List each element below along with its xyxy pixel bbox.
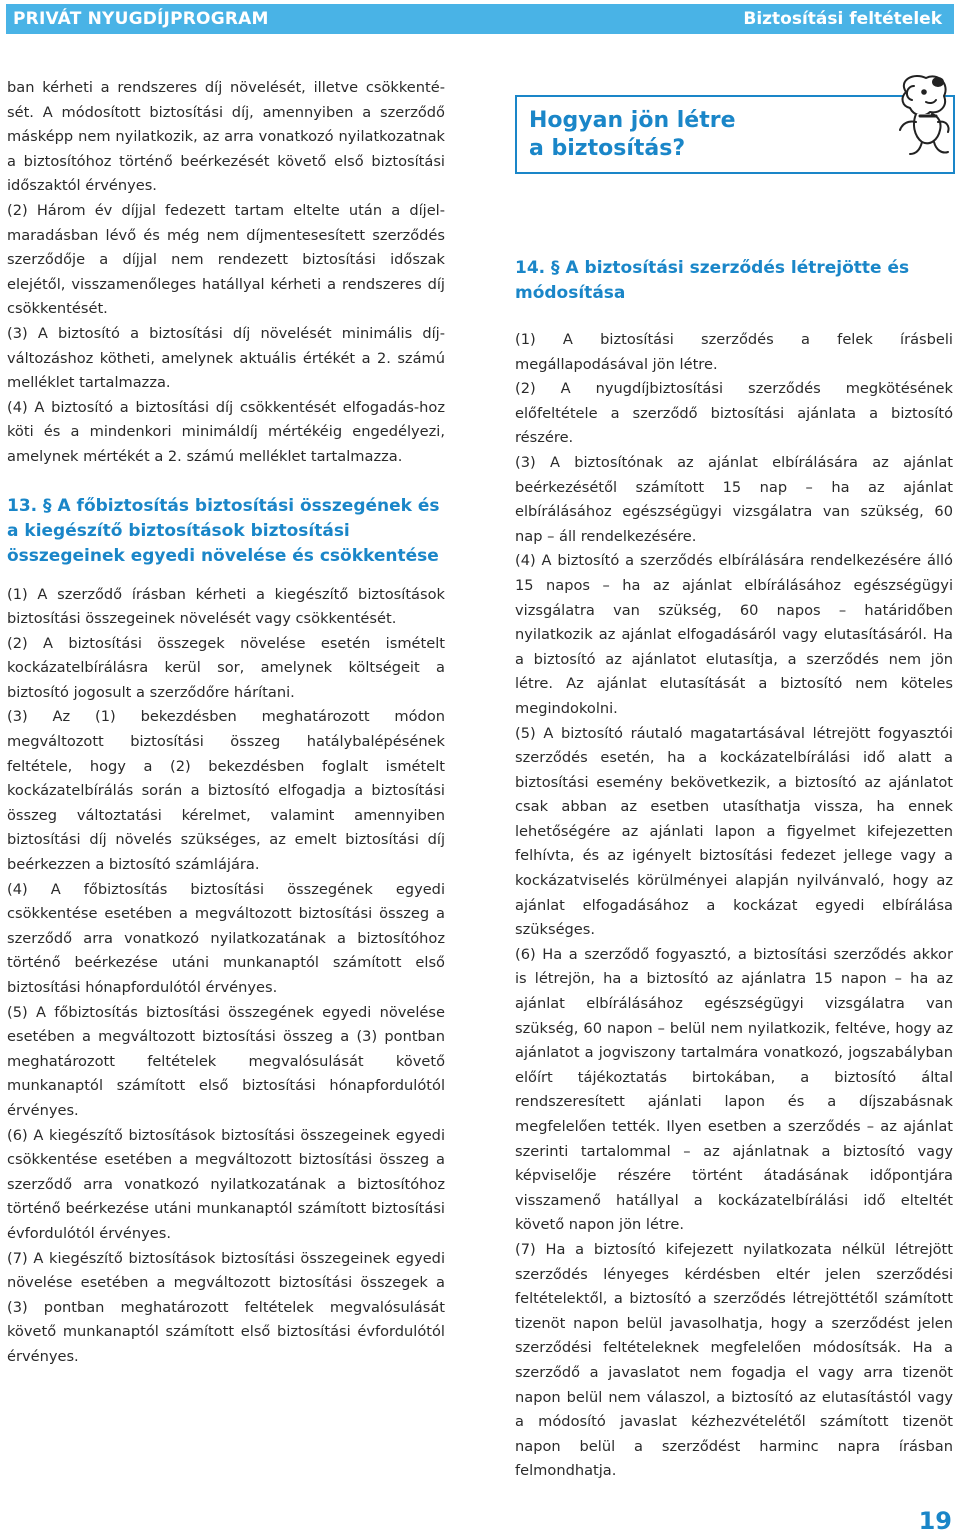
right-column <box>515 256 953 1484</box>
paragraph: (1) A biztosítási szerződés a felek írásbeli megállapodásával jön létre. <box>515 331 953 373</box>
paragraph: (5) A főbiztosítás biztosítási összegének egyedi növelése esetében a megváltozott biztosítási összeg a (3) pontban meghatározott feltételek megvalósulását követő munkanaptól számított első biztosítási hónapfordulótól érvényes. <box>7 1003 445 1119</box>
paragraph: (5) A biztosító ráutaló magatartásával létrejött fogyasztói szerződés esetén, ha a kockázatelbírálási idő alatt a biztosítási esemény bekövetkezik, a biztosító az ajánlatot csak abban az esetben utasíthatja vissza, ha ennek lehetőségére az ajánlati lapon a figyelmet kifejezetten felhívta, és az igényelt biztosítási fedezet jellege vagy a kockázatviselés körülményei alapján nyilvánvaló, hogy az ajánlat elfogadásához a kockázat egyedi elbírálása szükséges. <box>515 724 953 939</box>
header-section: Biztosítási feltételek <box>743 9 942 29</box>
paragraph: (7) Ha a biztosító kifejezett nyilatkozata nélkül létrejött szerződés lényeges kérdésben eltér jelen szerződési feltételektől, a biztosító a szerződés létrejöttétől számított tizenöt napon belül javasolhatja, hogy a szerződést jelen szerződési feltételeknek megfelelően módosítsák. Ha a szerződő a javaslatot nem fogadja el vagy arra tizenöt napon belül nem válaszol, a biztosító az elutasítástól vagy a módosító javaslat kézhezvételétől számított tizenöt napon belül a szerződést harminc napra írásban felmondhatja. <box>515 1240 953 1480</box>
paragraph: (6) Ha a szerződő fogyasztó, a biztosítási szerződés akkor is létrejön, ha a biztosító az ajánlatra 15 napon – ha az ajánlat elbírálásához egészségügyi vizsgálatra van szükség, 60 napon – belül nem nyilatkozik, feltéve, hogy az ajánlatot a jogviszony tartalmára vonatkozó, jogszabályban előírt tájékoztatás birtokában, a biztosító által rendszeresített ajánlati lapon és a díjszabásnak megfelelően tették. Ilyen esetben a szerződés – az ajánlat szerinti tartalommal – az ajánlatnak a biztosító vagy képviselője részére történt átadásának időpontjára visszamenő hatállyal a kockázatelbírálási idő elteltét követő napon jön létre. <box>515 945 953 1234</box>
paragraph: (1) A szerződő írásban kérheti a kiegészítő biztosítások biztosítási összegeinek növelését vagy csökkentését. <box>7 585 445 628</box>
paragraph: (7) A kiegészítő biztosítások biztosítási összegeinek egyedi növelése esetében a megváltozott biztosítási összegek a (3) pontban meghatározott feltételek megvalósulását követő munkanaptól számított első biztosítási évfordulótól érvényes. <box>7 1249 445 1365</box>
paragraph: (3) A biztosítónak az ajánlat elbírálására az ajánlat beérkezésétől számított 15 nap – ha az ajánlat elbírálásához egészségügyi vizsgálatra van szükség, 60 nap – áll rendelkezésére. <box>515 453 953 545</box>
section-title: A biztosítási szerződés létrejötte és módosítása <box>515 258 910 303</box>
callout-title <box>529 107 736 163</box>
section-number: 14. <box>515 258 546 278</box>
paragraph: (4) A biztosító a szerződés elbírálására rendelkezésére álló 15 napos – ha az ajánlat elbírálásához egészségügyi vizsgálatra van szükség, 60 napos – határidőben nyilatkozik az ajánlat elfogadásáról vagy elutasításáról. Ha a biztosító az ajánlatot elutasítja, a szerződés nem jön létre. Az ajánlat elutasítását a biztosító nem köteles megindokolni. <box>515 552 953 717</box>
callout-title-line-2: a biztosítás? <box>529 136 686 161</box>
paragraph: (4) A főbiztosítás biztosítási összegének egyedi csökkentése esetében a megváltozott biztosítási összeg a szerződő arra vonatkozó nyilatkozatának a biztosítóhoz történő beérkezése utáni munkanaptól számított első biztosítási hónapfordulótól érvényes. <box>7 880 445 996</box>
paragraph: (4) A biztosító a biztosítási díj csökkentését elfogadás-hoz köti és a mindenkori minimáldíj mértékéig engedélyezi, amelynek mértékét a 2. számú melléklet tartalmazza. <box>7 398 445 465</box>
paragraph: (6) A kiegészítő biztosítások biztosítási összegeinek egyedi csökkentése esetében a megváltozott biztosítási összeg a szerződő arra vonatkozó nyilatkozatának a biztosítóhoz történő beérkezése utáni munkanaptól számított biztosítási évfordulótól érvényes. <box>7 1126 445 1242</box>
paragraph: (2) A nyugdíjbiztosítási szerződés megkötésének előfeltétele a szerződő biztosítási ajánlata a biztosító részére. <box>515 380 953 447</box>
section-13-heading <box>7 494 445 569</box>
paragraph: (2) Három év díjjal fedezett tartam eltelte után a díjel-maradásban lévő és még nem díjmentesesített szerződés szerződője a díjjal nem rendezett biztosítási időszak elejétől, visszamenőleges hatállyal kérheti a rendszeres díj csökkentését. <box>7 201 445 318</box>
section-title: A főbiztosítás biztosítási összegének és a kiegészítő biztosítások biztosítási összegeinek egyedi növelése és csökkentése <box>7 495 440 566</box>
callout-title-line-1: Hogyan jön létre <box>529 108 736 133</box>
paragraph: (3) A biztosító a biztosítási díj növelését minimális díj-változáshoz kötheti, amelynek aktuális értékét a 2. számú melléklet tartalmazza. <box>7 324 445 392</box>
left-column <box>7 76 445 1370</box>
snoopy-illustration <box>876 70 956 160</box>
paragraph: ban kérheti a rendszeres díj növelését, illetve csökkenté-sét. A módosított biztosítási díj, amennyiben a szerződő másképp nem nyilatkozik, az arra vonatkozó nyilatkozatnak a biztosítóhoz történő beérkezését követő első biztosítási időszaktól érvényes. <box>7 79 445 195</box>
paragraph: (2) A biztosítási összegek növelése esetén ismételt kockázatelbírálásra kerül sor, amelynek költségeit a biztosító jogosult a szerződőre hárítani. <box>7 634 445 701</box>
section-symbol: § <box>551 258 560 278</box>
section-number: 13. <box>7 495 38 516</box>
section-symbol: § <box>43 495 52 516</box>
section-14-heading <box>515 256 953 306</box>
header-title: PRIVÁT NYUGDÍJPROGRAM <box>13 9 269 29</box>
page-header <box>6 4 954 34</box>
page-number: 19 <box>918 1507 952 1535</box>
paragraph: (3) Az (1) bekezdésben meghatározott módon megváltozott biztosítási összeg hatálybalépésének feltétele, hogy a (2) bekezdésben foglalt ismételt kockázatelbírálás során a biztosító elfogadja a biztosítási összeg változtatási kérelmet, valamint amennyiben biztosítási díj növelés szükséges, az emelt biztosítási díj beérkezzen a biztosító számlájára. <box>7 708 445 874</box>
